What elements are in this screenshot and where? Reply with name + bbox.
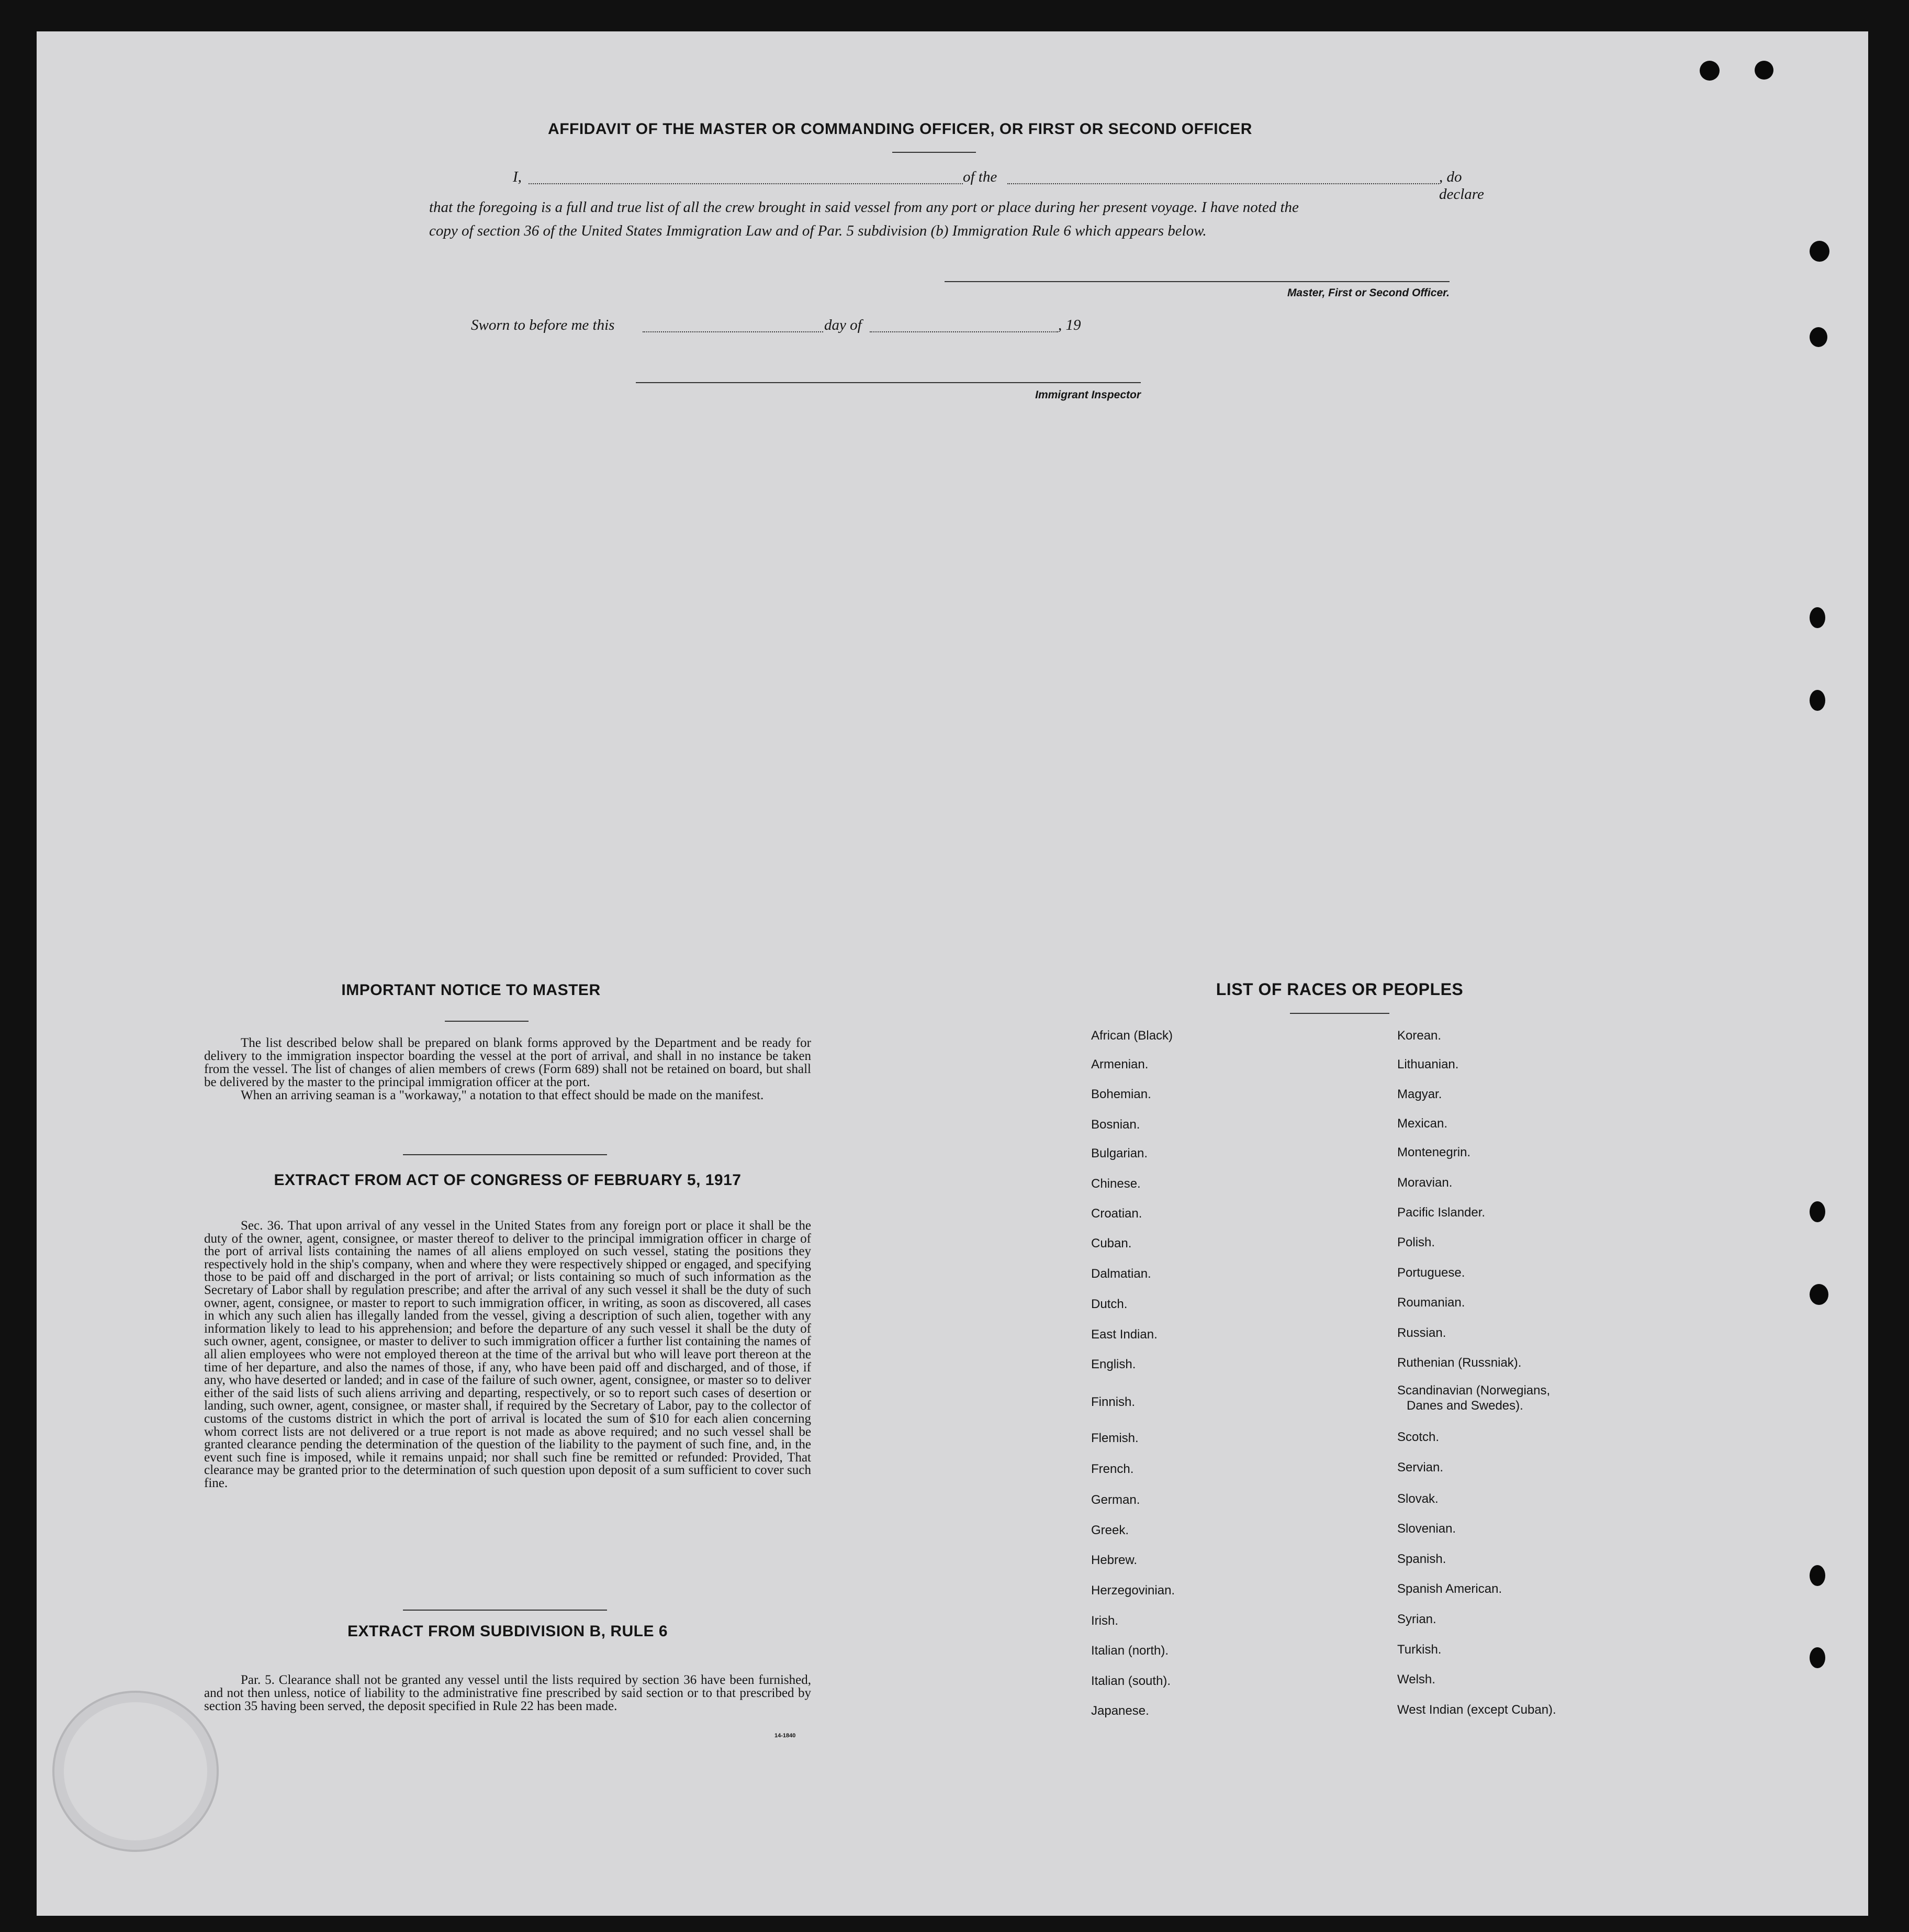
race-item: Magyar. (1397, 1087, 1442, 1101)
affidavit-of-the-label: of the (963, 169, 997, 185)
race-item: Slovenian. (1397, 1522, 1456, 1536)
affidavit-title-rule (892, 152, 976, 153)
race-item: Mexican. (1397, 1116, 1448, 1131)
race-item: Flemish. (1091, 1431, 1139, 1445)
race-item: Spanish American. (1397, 1582, 1502, 1596)
punch-hole (1810, 690, 1825, 711)
race-item: Syrian. (1397, 1612, 1436, 1626)
punch-hole (1755, 61, 1773, 80)
race-item: Portuguese. (1397, 1266, 1465, 1280)
race-item: Dalmatian. (1091, 1267, 1151, 1281)
form-number: 14-1840 (774, 1733, 796, 1739)
race-item: Moravian. (1397, 1176, 1453, 1190)
race-item: Bulgarian. (1091, 1146, 1148, 1160)
race-item: Croatian. (1091, 1207, 1142, 1221)
races-title-rule (1290, 1013, 1389, 1014)
race-item: Italian (north). (1091, 1644, 1169, 1658)
punch-hole (1810, 1565, 1825, 1586)
rule-text (204, 1673, 811, 1713)
race-item: Herzegovinian. (1091, 1583, 1175, 1598)
punch-hole (1810, 1647, 1825, 1668)
race-item: Polish. (1397, 1235, 1435, 1249)
race-item: Slovak. (1397, 1492, 1439, 1506)
race-item: Montenegrin. (1397, 1145, 1471, 1159)
punch-hole (1810, 607, 1825, 628)
notice-divider (403, 1154, 607, 1155)
race-item: Korean. (1397, 1029, 1442, 1043)
race-item: Russian. (1397, 1326, 1446, 1340)
race-item: Chinese. (1091, 1177, 1141, 1191)
affidavit-i-blank (529, 183, 963, 184)
race-item: French. (1091, 1462, 1134, 1476)
rule-paragraph: Par. 5. Clearance shall not be granted any vessel until the lists required by section 36 have been furnished, and not then unless, notice of liability to the administrative fine prescribed by said section or to that prescribed by section 35 having been served, the deposit specified in Rule 22 has been made. (204, 1673, 811, 1713)
act-paragraph: Sec. 36. That upon arrival of any vessel in the United States from any foreign port or place it shall be the duty of the owner, agent, consignee, or master thereof to deliver to the principal immigration officer in charge of the port of arrival lists containing the names of all aliens employed on such vessel, stating the positions they respectively hold in the ship's company, when and where they were respectively shipped or engaged, and specifying those to be paid off and discharged in the port of arrival; or lists containing so much of such information as the Secretary of Labor shall by regulation prescribe; and after the arrival of any such vessel it shall be the duty of such owner, agent, consignee, or master to report to such immigration officer, in writing, as soon as discovered, all cases in which any such alien has illegally landed from the vessel, giving a description of such alien, together with any information likely to lead to his apprehension; and before the departure of any such vessel it shall be the duty of such owner, agent, consignee, or master to deliver to such immigration officer a further list containing the names of all alien employees who were not employed thereon at the time of the arrival but who will leave port thereon at the time of her departure, and also the names of those, if any, who have been paid off and discharged, and of those, if any, who have deserted or landed; and in case of the failure of such owner, agent, consignee, or master so to deliver either of the said lists of such aliens arriving and departing, respectively, or so to report such cases of desertion or landing, such owner, agent, consignee, or master shall, if required by the Secretary of Labor, pay to the collector of customs of the customs district in which the port of arrival is located the sum of $10 for each alien concerning whom correct lists are not delivered or a true report is not made as above required; and no such vessel shall be granted clearance pending the determination of the question of the liability to the payment of such fine, and, in the event such fine is imposed, while it remains unpaid; nor shall such fine be remitted or refunded: Provided, That clearance may be granted prior to the determination of such question upon deposit of a sum sufficient to cover such fine. (204, 1219, 811, 1490)
master-signature-line (945, 281, 1450, 282)
document-page (37, 31, 1868, 1916)
rule-title: EXTRACT FROM SUBDIVISION B, RULE 6 (347, 1623, 668, 1640)
race-item: Scotch. (1397, 1430, 1440, 1444)
embossed-seal (52, 1691, 219, 1852)
race-item: English. (1091, 1357, 1136, 1371)
race-item: Cuban. (1091, 1236, 1132, 1250)
race-item: Pacific Islander. (1397, 1205, 1486, 1220)
notice-title: IMPORTANT NOTICE TO MASTER (341, 981, 601, 999)
notice-paragraph-2: When an arriving seaman is a "workaway," a notation to that effect should be made on the manifest. (241, 1088, 764, 1102)
race-item: African (Black) (1091, 1029, 1173, 1043)
affidavit-line3: copy of section 36 of the United States Immigration Law and of Par. 5 subdivision (b) Immigration Rule 6 which appears below. (429, 222, 1207, 239)
race-item: Bosnian. (1091, 1118, 1140, 1132)
master-signature-label: Master, First or Second Officer. (1287, 287, 1450, 299)
affidavit-line2: that the foregoing is a full and true list of all the crew brought in said vessel from any port or place during her present voyage. I have noted the (429, 199, 1299, 216)
races-title: LIST OF RACES OR PEOPLES (1216, 980, 1464, 999)
affidavit-declare-label: , do declare (1439, 169, 1484, 203)
race-item: Irish. (1091, 1614, 1119, 1628)
sworn-label: Sworn to before me this (471, 317, 615, 333)
sworn-month-blank (870, 331, 1058, 332)
race-item: Turkish. (1397, 1643, 1442, 1657)
inspector-signature-label: Immigrant Inspector (1035, 389, 1141, 401)
race-item: Hebrew. (1091, 1553, 1138, 1567)
race-item: East Indian. (1091, 1327, 1158, 1342)
sworn-year-label: , 19 (1058, 317, 1081, 333)
affidavit-vessel-blank (1007, 183, 1439, 184)
punch-hole (1700, 61, 1720, 81)
punch-hole (1810, 1201, 1825, 1222)
race-item: Japanese. (1091, 1704, 1149, 1718)
race-item: Greek. (1091, 1523, 1129, 1537)
affidavit-i-label: I, (513, 169, 522, 185)
race-item: Roumanian. (1397, 1296, 1465, 1310)
bleed-through-texture (194, 408, 209, 437)
punch-hole (1810, 241, 1829, 262)
act-text (204, 1220, 811, 1490)
race-item: Dutch. (1091, 1297, 1128, 1311)
sworn-line (471, 317, 1151, 338)
race-item: Bohemian. (1091, 1087, 1151, 1101)
notice-text (204, 1036, 811, 1102)
inspector-signature-line (636, 382, 1141, 383)
race-item: West Indian (except Cuban). (1397, 1703, 1556, 1717)
race-item: Italian (south). (1091, 1674, 1171, 1688)
sworn-day-blank (643, 331, 823, 332)
race-item: Armenian. (1091, 1057, 1149, 1071)
affidavit-line1 (513, 169, 1507, 203)
affidavit-title: AFFIDAVIT OF THE MASTER OR COMMANDING OFFICER, OR FIRST OR SECOND OFFICER (548, 120, 1252, 138)
act-divider (403, 1610, 607, 1611)
race-item: Danes and Swedes). (1407, 1399, 1523, 1413)
race-item: Spanish. (1397, 1552, 1446, 1566)
notice-paragraph-1: The list described below shall be prepared on blank forms approved by the Department and be ready for delivery to the immigration inspector boarding the vessel at the port of arrival, and shall in no instance be taken from the vessel. The list of changes of alien members of crews (Form 689) shall not be retained on board, but shall be delivered by the master to the principal immigration officer at the port. (204, 1036, 811, 1089)
race-item: Lithuanian. (1397, 1057, 1459, 1071)
punch-hole (1810, 327, 1827, 347)
race-item: Welsh. (1397, 1672, 1435, 1687)
act-title: EXTRACT FROM ACT OF CONGRESS OF FEBRUARY 5, 1917 (274, 1171, 742, 1189)
day-of-label: day of (824, 317, 862, 333)
race-item: Finnish. (1091, 1395, 1136, 1409)
race-item: Scandinavian (Norwegians, (1397, 1383, 1551, 1398)
race-item: Ruthenian (Russniak). (1397, 1356, 1522, 1370)
notice-title-rule (445, 1021, 529, 1022)
punch-hole (1810, 1284, 1828, 1305)
race-item: Servian. (1397, 1460, 1444, 1475)
race-item: German. (1091, 1493, 1140, 1507)
